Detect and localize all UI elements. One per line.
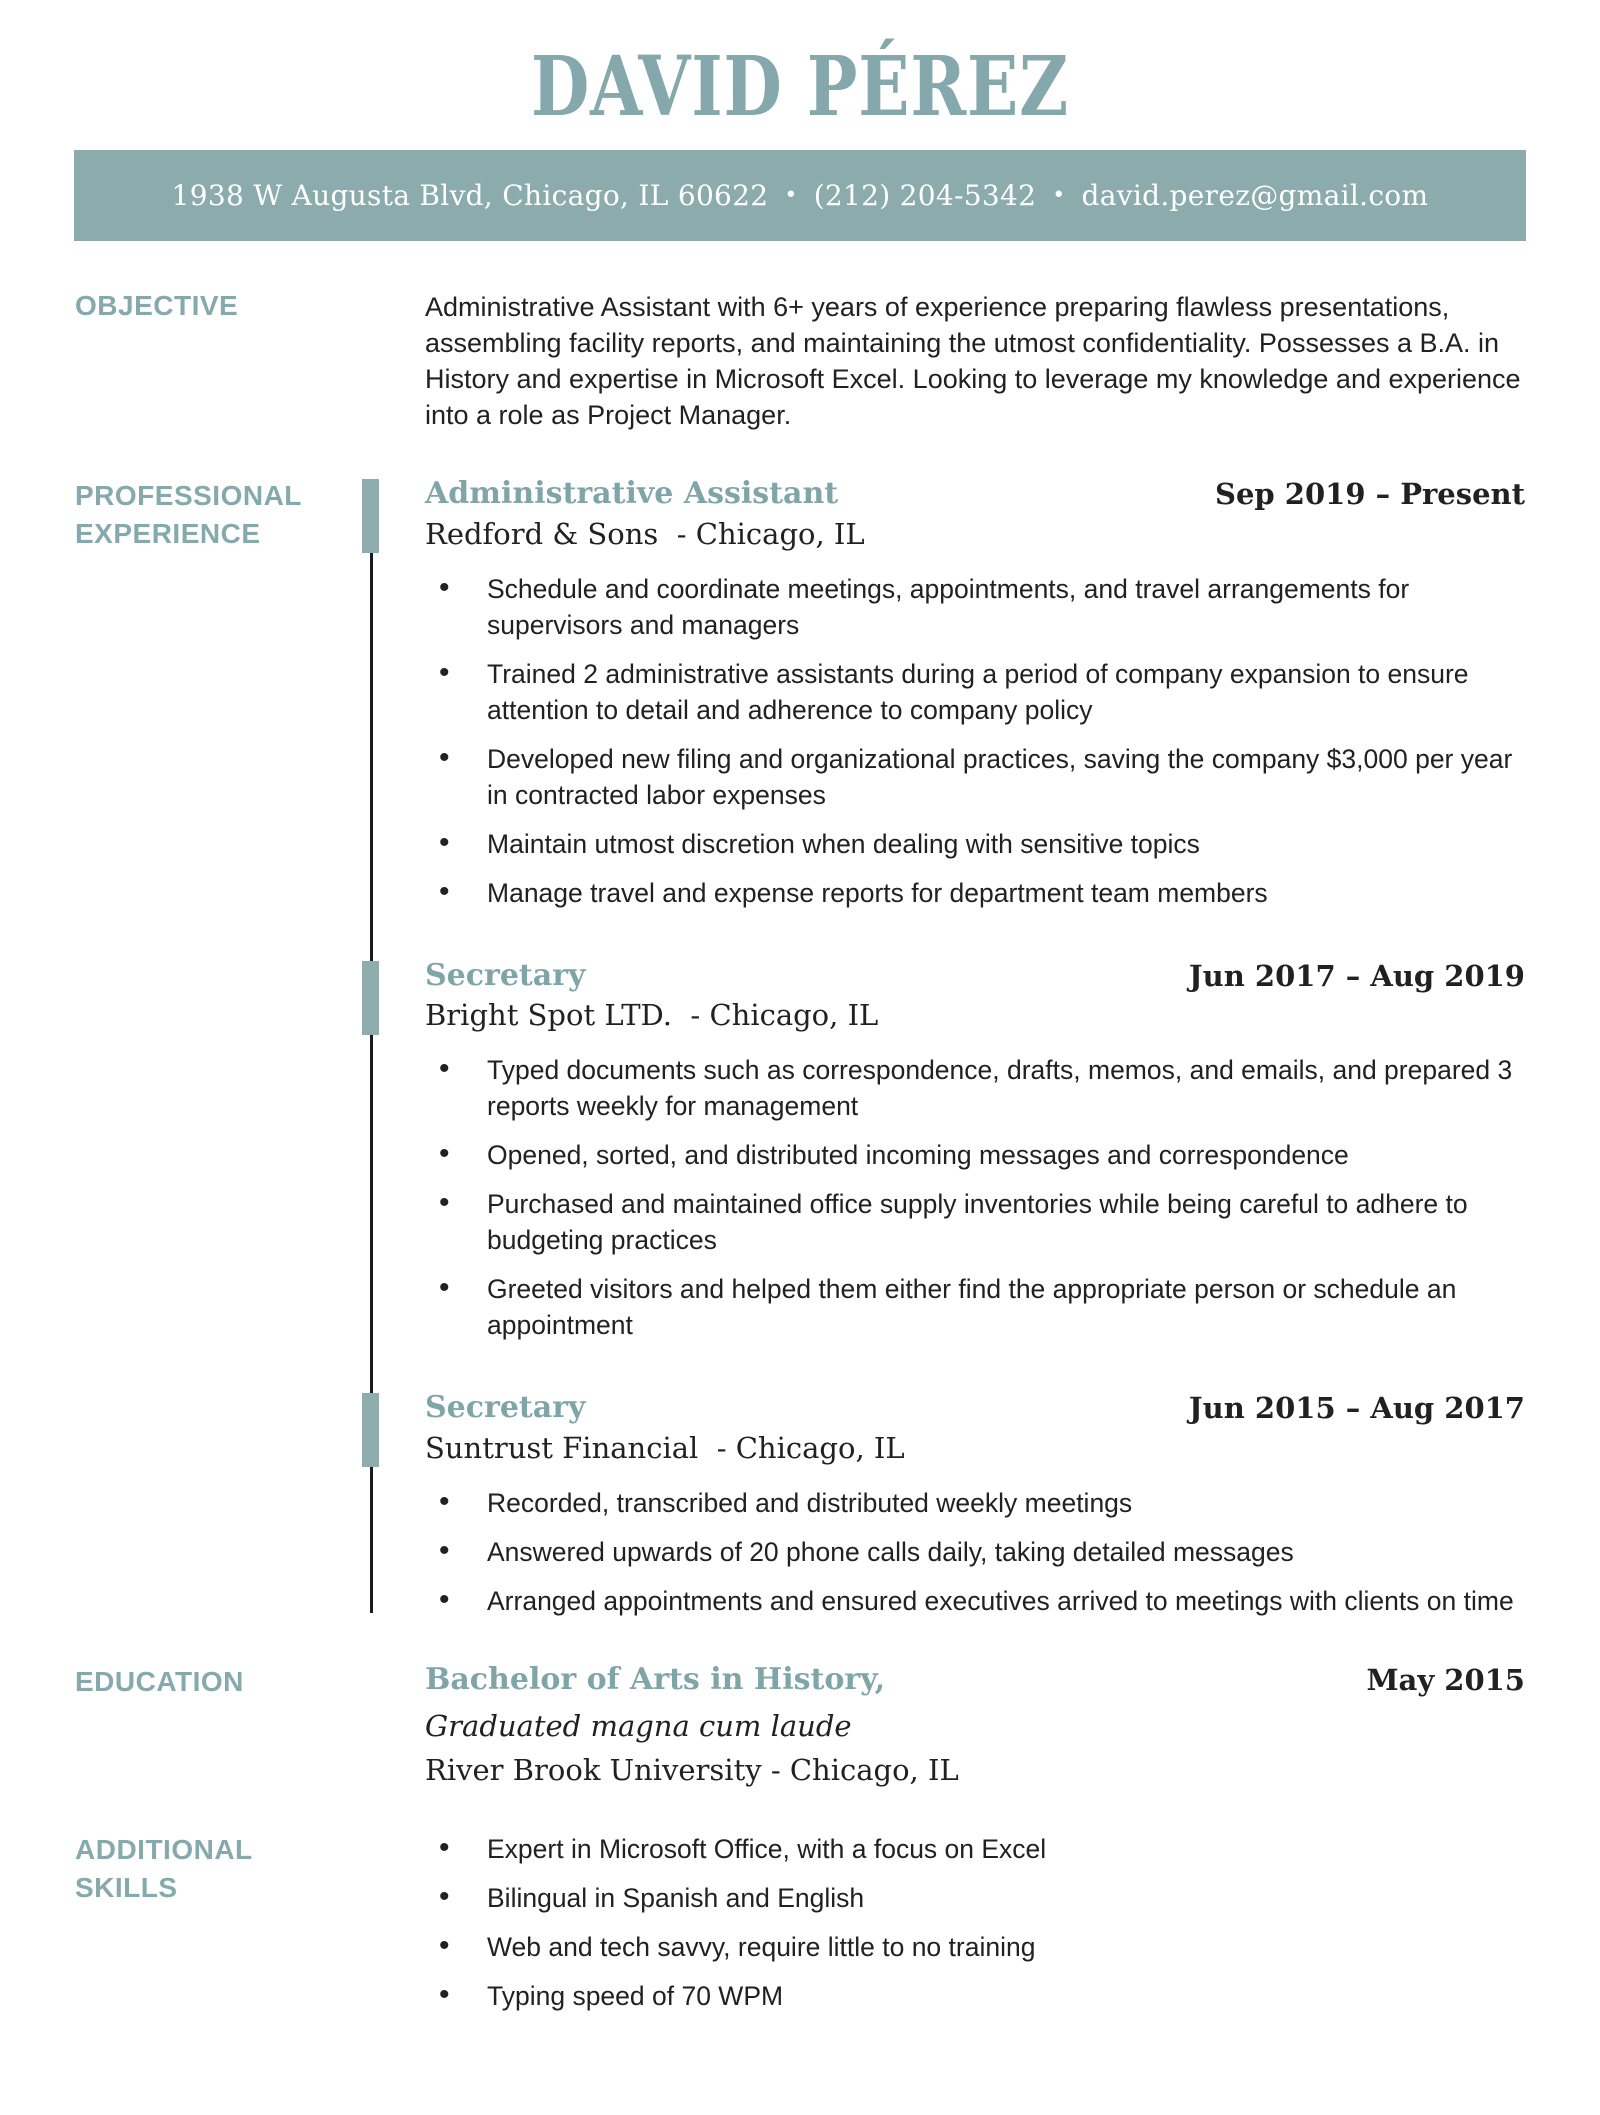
- experience-content: [425, 477, 1525, 1619]
- skill-item: • Bilingual in Spanish and English: [425, 1880, 1525, 1916]
- job-dates: Jun 2017 – Aug 2019: [1188, 958, 1525, 993]
- job-bullet: • Trained 2 administrative assistants during a period of company expansion to ensure attention to detail and adherence to company policy: [425, 656, 1525, 728]
- objective-text: Administrative Assistant with 6+ years of experience preparing flawless presentations, assembling facility reports, and maintaining the utmost confidentiality. Possesses a B.A. in History and expertise in Microsoft Excel. Looking to leverage my knowledge and experience into a role as Project Manager.: [425, 292, 1521, 431]
- contact-email: david.perez@gmail.com: [1081, 179, 1429, 213]
- job-entry: [425, 477, 1525, 911]
- job-bullet: • Greeted visitors and helped them either find the appropriate person or schedule an appointment: [425, 1271, 1525, 1343]
- contact-address: 1938 W Augusta Blvd, Chicago, IL 60622: [171, 179, 769, 213]
- job-bullet: • Recorded, transcribed and distributed weekly meetings: [425, 1485, 1525, 1521]
- job-bullet: • Manage travel and expense reports for department team members: [425, 875, 1525, 911]
- job-title-block: [425, 477, 865, 551]
- job-bullet: • Answered upwards of 20 phone calls daily, taking detailed messages: [425, 1534, 1525, 1570]
- job-bullet: • Typed documents such as correspondence, drafts, memos, and emails, and prepared 3 reports weekly for management: [425, 1052, 1525, 1124]
- job-title: Secretary: [425, 957, 586, 993]
- education-heading: EDUCATION: [75, 1665, 244, 1697]
- job-header: [425, 477, 1525, 551]
- resume-body: [0, 241, 1600, 2014]
- job-bullet-list: [425, 1485, 1525, 1619]
- skills-label-column: [75, 1831, 425, 1907]
- job-bullet-list: [425, 571, 1525, 911]
- job-company: Redford & Sons - Chicago, IL: [425, 516, 865, 551]
- education-header: [425, 1663, 1525, 1698]
- skill-item: • Expert in Microsoft Office, with a focus on Excel: [425, 1831, 1525, 1867]
- job-dates: Sep 2019 – Present: [1215, 477, 1525, 512]
- job-title: Administrative Assistant: [425, 476, 839, 512]
- job-bullet-list: [425, 1052, 1525, 1343]
- resume-page: [0, 39, 1600, 2014]
- skills-list: [425, 1831, 1525, 2014]
- objective-content: [425, 287, 1525, 433]
- skills-heading: [75, 1831, 425, 1907]
- skills-heading-line1: ADDITIONAL: [75, 1834, 253, 1866]
- education-school: River Brook University - Chicago, IL: [425, 1753, 959, 1788]
- job-title-block: [425, 959, 878, 1033]
- bullet-separator-icon: •: [784, 182, 798, 208]
- job-dates: Jun 2015 – Aug 2017: [1188, 1391, 1525, 1426]
- education-honors: Graduated magna cum laude: [425, 1709, 852, 1744]
- job-bullet: • Developed new filing and organizational practices, saving the company $3,000 per year in contracted labor expenses: [425, 741, 1525, 813]
- job-accent-bar: [362, 1393, 379, 1467]
- job-accent-bar: [362, 479, 379, 553]
- experience-section: [75, 477, 1525, 1619]
- job-header: [425, 959, 1525, 1033]
- job-bullet: • Purchased and maintained office supply inventories while being careful to adhere to budgeting practices: [425, 1186, 1525, 1258]
- skill-item: • Web and tech savvy, require little to no training: [425, 1929, 1525, 1965]
- education-label-column: [75, 1663, 425, 1701]
- contact-banner: [74, 150, 1526, 241]
- job-header: [425, 1391, 1525, 1465]
- skills-section: [75, 1831, 1525, 2014]
- experience-heading-line1: PROFESSIONAL: [75, 480, 302, 512]
- objective-heading: OBJECTIVE: [75, 290, 239, 322]
- education-degree: Bachelor of Arts in History,: [425, 1661, 886, 1697]
- job-bullet: • Schedule and coordinate meetings, appointments, and travel arrangements for supervisors and managers: [425, 571, 1525, 643]
- job-bullet: • Maintain utmost discretion when dealing with sensitive topics: [425, 826, 1525, 862]
- objective-label-column: [75, 287, 425, 325]
- education-dates: May 2015: [1366, 1662, 1525, 1697]
- candidate-name-text: DAVID PÉREZ: [531, 39, 1069, 135]
- job-entry: [425, 959, 1525, 1344]
- job-company: Bright Spot LTD. - Chicago, IL: [425, 998, 879, 1033]
- education-content: [425, 1663, 1525, 1788]
- bullet-separator-icon: •: [1052, 182, 1066, 208]
- contact-phone: (212) 204-5342: [813, 179, 1037, 213]
- skills-content: [425, 1831, 1525, 2014]
- skills-heading-line2: SKILLS: [75, 1871, 178, 1903]
- job-title: Secretary: [425, 1390, 586, 1426]
- education-section: [75, 1663, 1525, 1788]
- job-bullet: • Opened, sorted, and distributed incoming messages and correspondence: [425, 1137, 1525, 1173]
- job-title-block: [425, 1391, 905, 1465]
- job-accent-bar: [362, 961, 379, 1035]
- job-company: Suntrust Financial - Chicago, IL: [425, 1430, 905, 1465]
- candidate-name: [0, 39, 1600, 135]
- experience-heading-line2: EXPERIENCE: [75, 517, 261, 549]
- job-entry: [425, 1391, 1525, 1619]
- objective-section: [75, 287, 1525, 433]
- skill-item: • Typing speed of 70 WPM: [425, 1978, 1525, 2014]
- job-bullet: • Arranged appointments and ensured executives arrived to meetings with clients on time: [425, 1583, 1525, 1619]
